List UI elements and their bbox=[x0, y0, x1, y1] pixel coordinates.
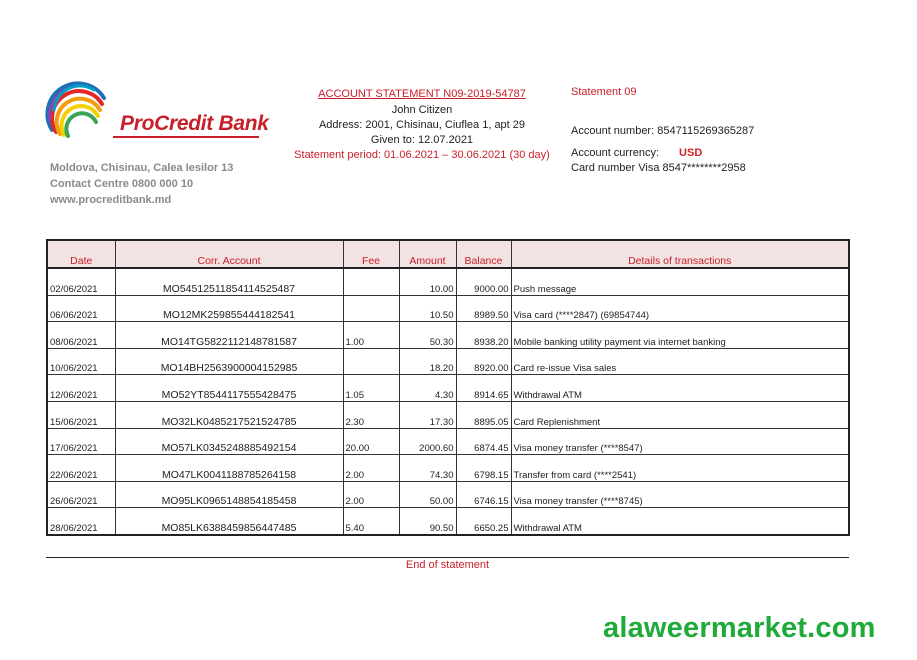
bank-website: www.procreditbank.md bbox=[50, 194, 172, 206]
cell-balance: 8895.05 bbox=[456, 401, 511, 428]
bank-contact: Contact Centre 0800 000 10 bbox=[50, 178, 194, 190]
cell-amount: 50.00 bbox=[399, 481, 456, 508]
account-number: Account number: 8547115269365287 bbox=[571, 125, 755, 137]
card-number: Card number Visa 8547********2958 bbox=[571, 162, 746, 174]
cell-date: 10/06/2021 bbox=[47, 348, 115, 375]
cell-balance: 8920.00 bbox=[456, 348, 511, 375]
cell-amount: 2000.60 bbox=[399, 428, 456, 455]
end-of-statement: End of statement bbox=[405, 559, 490, 571]
cell-date: 02/06/2021 bbox=[47, 268, 115, 295]
cell-amount: 74.30 bbox=[399, 455, 456, 482]
cell-balance: 8989.50 bbox=[456, 295, 511, 322]
cell-details: Withdrawal ATM bbox=[511, 508, 849, 535]
cell-fee: 2.00 bbox=[343, 481, 399, 508]
cell-date: 06/06/2021 bbox=[47, 295, 115, 322]
cell-details: Push message bbox=[511, 268, 849, 295]
header-corr-account: Corr. Account bbox=[115, 240, 343, 268]
brand-underline bbox=[113, 136, 259, 138]
cell-account: MO57LK0345248885492154 bbox=[115, 428, 343, 455]
cell-balance: 6650.25 bbox=[456, 508, 511, 535]
cell-amount: 18.20 bbox=[399, 348, 456, 375]
cell-fee bbox=[343, 295, 399, 322]
table-row bbox=[47, 375, 849, 402]
table-row bbox=[47, 295, 849, 322]
statement-number: Statement 09 bbox=[571, 86, 637, 98]
cell-details: Visa money transfer (****8547) bbox=[511, 428, 849, 455]
cell-account: MO47LK0041188785264158 bbox=[115, 455, 343, 482]
cell-fee: 1.05 bbox=[343, 375, 399, 402]
cell-balance: 8938.20 bbox=[456, 322, 511, 349]
given-to: Given to: 12.07.2021 bbox=[370, 134, 474, 146]
cell-date: 26/06/2021 bbox=[47, 481, 115, 508]
cell-details: Visa money transfer (****8745) bbox=[511, 481, 849, 508]
cell-balance: 6874.45 bbox=[456, 428, 511, 455]
cell-account: MO95LK0965148854185458 bbox=[115, 481, 343, 508]
cell-fee: 2.00 bbox=[343, 455, 399, 482]
table-row bbox=[47, 401, 849, 428]
cell-details: Transfer from card (****2541) bbox=[511, 455, 849, 482]
cell-account: MO54512511854114525487 bbox=[115, 268, 343, 295]
bank-address: Moldova, Chisinau, Calea Iesilor 13 bbox=[50, 162, 234, 174]
cell-account: MO85LK6388459856447485 bbox=[115, 508, 343, 535]
table-row bbox=[47, 428, 849, 455]
end-divider bbox=[46, 557, 849, 558]
table-row bbox=[47, 322, 849, 349]
header-fee: Fee bbox=[343, 240, 399, 268]
header-balance: Balance bbox=[456, 240, 511, 268]
cell-amount: 10.00 bbox=[399, 268, 456, 295]
cell-amount: 50.30 bbox=[399, 322, 456, 349]
cell-details: Card Replenishment bbox=[511, 401, 849, 428]
table-row bbox=[47, 508, 849, 535]
procredit-logo-icon bbox=[44, 80, 114, 140]
cell-amount: 90.50 bbox=[399, 508, 456, 535]
holder-address: Address: 2001, Chisinau, Ciuflea 1, apt 29 bbox=[318, 119, 526, 131]
cell-fee: 5.40 bbox=[343, 508, 399, 535]
account-holder: John Citizen bbox=[391, 104, 453, 116]
table-header-row bbox=[47, 240, 849, 268]
cell-date: 17/06/2021 bbox=[47, 428, 115, 455]
table-row bbox=[47, 455, 849, 482]
cell-fee: 2.30 bbox=[343, 401, 399, 428]
statement-period: Statement period: 01.06.2021 – 30.06.2021 (30 day) bbox=[294, 149, 550, 161]
cell-date: 15/06/2021 bbox=[47, 401, 115, 428]
cell-account: MO12MK259855444182541 bbox=[115, 295, 343, 322]
cell-date: 22/06/2021 bbox=[47, 455, 115, 482]
cell-account: MO52YT8544117555428475 bbox=[115, 375, 343, 402]
header-details: Details of transactions bbox=[511, 240, 849, 268]
currency-value: USD bbox=[679, 147, 703, 159]
cell-details: Withdrawal ATM bbox=[511, 375, 849, 402]
table-row bbox=[47, 481, 849, 508]
statement-title: ACCOUNT STATEMENT N09-2019-54787 bbox=[318, 88, 526, 100]
cell-account: MO32LK0485217521524785 bbox=[115, 401, 343, 428]
cell-account: MO14TG5822112148781587 bbox=[115, 322, 343, 349]
cell-fee bbox=[343, 348, 399, 375]
cell-details: Card re-issue Visa sales bbox=[511, 348, 849, 375]
cell-fee: 20.00 bbox=[343, 428, 399, 455]
cell-details: Visa card (****2847) (69854744) bbox=[511, 295, 849, 322]
cell-amount: 4.30 bbox=[399, 375, 456, 402]
cell-account: MO14BH2563900004152985 bbox=[115, 348, 343, 375]
currency-label: Account currency: bbox=[571, 147, 660, 159]
cell-balance: 6798.15 bbox=[456, 455, 511, 482]
cell-balance: 9000.00 bbox=[456, 268, 511, 295]
cell-amount: 17.30 bbox=[399, 401, 456, 428]
bank-name: ProCredit Bank bbox=[120, 112, 269, 135]
cell-balance: 6746.15 bbox=[456, 481, 511, 508]
cell-date: 28/06/2021 bbox=[47, 508, 115, 535]
account-currency bbox=[571, 147, 702, 159]
cell-date: 08/06/2021 bbox=[47, 322, 115, 349]
table-row bbox=[47, 348, 849, 375]
cell-details: Mobile banking utility payment via internet banking bbox=[511, 322, 849, 349]
watermark: alaweermarket.com bbox=[603, 612, 876, 644]
header-amount: Amount bbox=[399, 240, 456, 268]
cell-fee: 1.00 bbox=[343, 322, 399, 349]
cell-fee bbox=[343, 268, 399, 295]
cell-amount: 10.50 bbox=[399, 295, 456, 322]
table-row bbox=[47, 268, 849, 295]
cell-balance: 8914.65 bbox=[456, 375, 511, 402]
cell-date: 12/06/2021 bbox=[47, 375, 115, 402]
header-date: Date bbox=[47, 240, 115, 268]
transactions-table bbox=[46, 239, 850, 536]
